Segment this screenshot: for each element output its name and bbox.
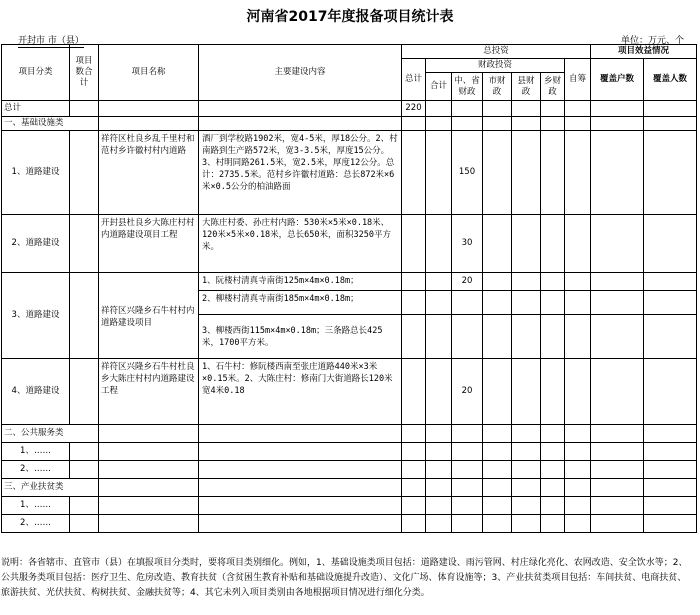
table-row [2, 215, 697, 273]
total-value: 220 [402, 101, 426, 117]
header-self-raised: 自筹 [565, 59, 591, 101]
section-row [2, 425, 697, 443]
table-row [2, 359, 697, 425]
section-row [2, 117, 697, 131]
header-content: 主要建设内容 [199, 45, 402, 101]
row-category: 1、…… [2, 443, 70, 461]
row-project-name: 开封县杜良乡大陈庄村村内道路建设项目工程 [99, 215, 199, 273]
row-content: 1、石牛村：修阮楼西南至张庄道路440米×3米×0.15米。2、大陈庄村：修南门大街道路长120米宽4米0.18 [199, 359, 402, 425]
statistics-table [1, 44, 697, 533]
page-title: 河南省2017年度报备项目统计表 [246, 9, 454, 25]
header-total: 总计 [402, 59, 426, 101]
header-name: 项目名称 [99, 45, 199, 101]
header-fiscal: 财政投资 [426, 59, 565, 73]
row-central-province: 20 [452, 273, 483, 291]
header-township-fiscal: 乡财政 [541, 73, 565, 101]
table-row [2, 461, 697, 479]
header-total-investment: 总投资 [402, 45, 591, 59]
row-category: 2、…… [2, 461, 70, 479]
city-label: 开封市 市（县） [18, 33, 84, 48]
header-category: 项目分类 [2, 45, 70, 101]
header-city-fiscal: 市财政 [483, 73, 512, 101]
header-subtotal: 合计 [426, 73, 452, 101]
footnote: 说明：各省辖市、直管市（县）在填报项目分类时，要将项目类别细化。例如，1、基础设施类项目包括：道路建设、雨污管网、村庄绿化亮化、农网改造、安全饮水等；2、公共服务类项目包括：医疗卫生、危房改造、教育扶贫（含贫困生教育补贴和基础设施提升改造）、文化广场、体育设施等；3、产业扶贫类项目包括：车间扶贫、电商扶贫、旅游扶贫、光伏扶贫、构树扶贫、金融扶贫等；4、其它未列入项目类别由各地根据项目情况进行细化分类。 [1, 558, 688, 598]
table-row [2, 443, 697, 461]
header-households: 覆盖户数 [591, 59, 644, 101]
header-count: 项目数合计 [70, 45, 99, 101]
row-category: 1、…… [2, 497, 70, 515]
row-category: 1、道路建设 [2, 131, 70, 215]
row-content: 酒厂到学校路1902米，宽4-5米，厚18公分。2、村南路到生产路572米，宽3-3.5米，厚度15公分。3、村明同路261.5米，宽2.5米，厚度12公分。总计：2735.5米。范村乡许徽村道路：总长872米×6米×0.5公分的柏油路面 [199, 131, 402, 215]
row-project-name: 祥符区兴隆乡石牛村杜良乡大陈庄村村内道路建设工程 [99, 359, 199, 425]
header-benefit: 项目效益情况 [591, 45, 697, 59]
row-category: 3、道路建设 [2, 273, 70, 359]
section-row [2, 479, 697, 497]
table-row [2, 273, 697, 291]
table-row [2, 515, 697, 533]
header-population: 覆盖人数 [644, 59, 697, 101]
section-title: 二、公共服务类 [2, 425, 99, 443]
header-county-fiscal: 县财政 [512, 73, 541, 101]
row-category: 2、…… [2, 515, 70, 533]
row-project-name: 祥符区杜良乡乱千里村和范村乡许徽村村内道路 [99, 131, 199, 215]
header-central-province: 中、省财政 [452, 73, 483, 101]
row-category: 2、道路建设 [2, 215, 70, 273]
total-label: 总计 [2, 101, 70, 117]
row-category: 4、道路建设 [2, 359, 70, 425]
row-project-name: 祥符区兴隆乡石牛村村内道路建设项目 [99, 273, 199, 359]
row-content-part: 1、阮楼村清真寺南街125m×4m×0.18m； [199, 273, 402, 291]
section-title: 三、产业扶贫类 [2, 479, 99, 497]
total-row [2, 101, 697, 117]
row-central-province: 20 [452, 359, 483, 425]
table-row [2, 497, 697, 515]
row-content-part: 3、柳楼西街115m×4m×0.18m；三条路总长425米，1700平方米。 [199, 315, 402, 359]
unit-label: 单位：万元、个 [620, 36, 684, 46]
table-row [2, 131, 697, 215]
row-content: 大陈庄村委、孙庄村内路：530米×5米×0.18米、120米×5米×0.18米，总长650米，面积3250平方米。 [199, 215, 402, 273]
row-central-province: 150 [452, 131, 483, 215]
row-content-part: 2、柳楼村清真寺南街185m×4m×0.18m； [199, 291, 402, 315]
row-central-province: 30 [452, 215, 483, 273]
section-title: 一、基础设施类 [2, 117, 99, 131]
